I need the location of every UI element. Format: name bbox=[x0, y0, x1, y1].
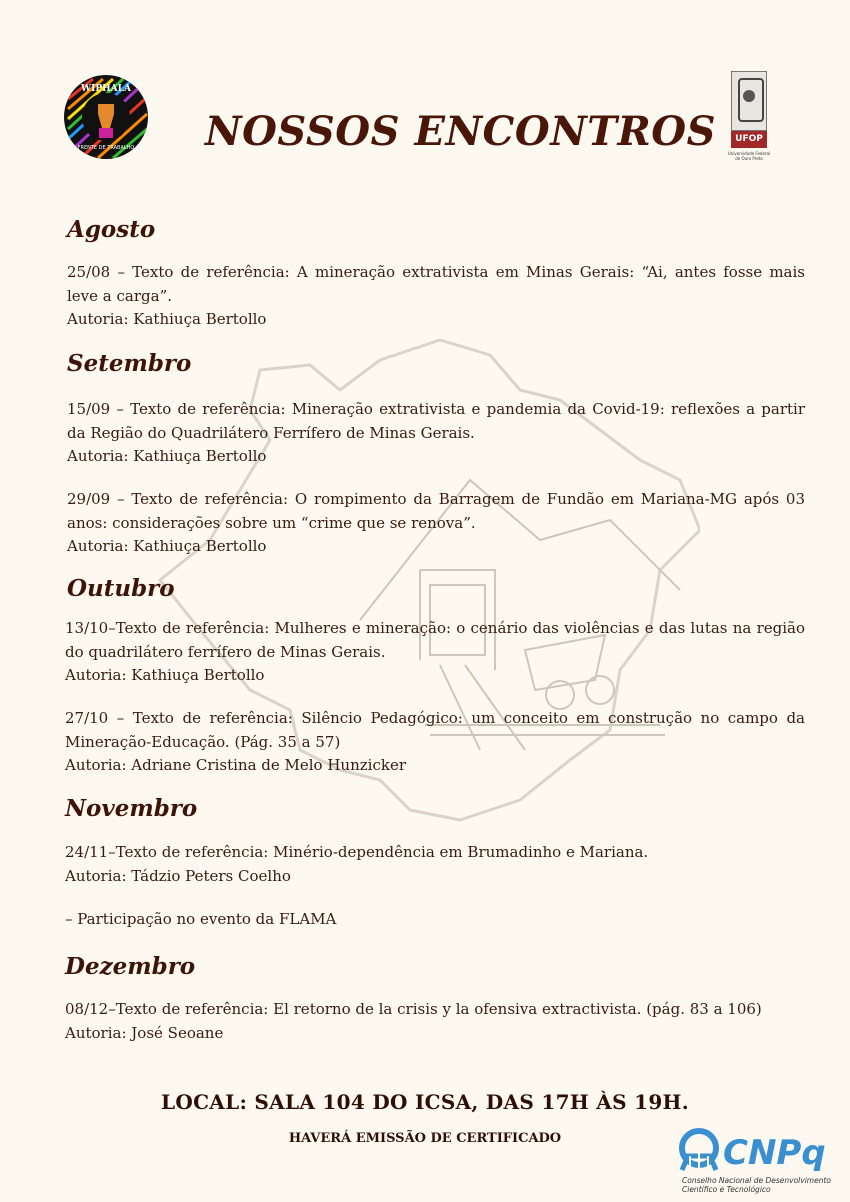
list-item bbox=[67, 261, 805, 332]
ufop-emblem-icon bbox=[731, 71, 767, 131]
list-item bbox=[65, 707, 805, 778]
entry-text: 13/10–Texto de referência: Mulheres e mineração: o cenário das violências e das lutas na região do quadrilátero ferrífero de Minas Gerais. bbox=[65, 619, 805, 661]
entry-author: Autoria: José Seoane bbox=[65, 1023, 224, 1042]
month-heading-novembro: Novembro bbox=[65, 795, 198, 822]
list-item bbox=[67, 398, 805, 469]
page-title: NOSSOS ENCONTROS bbox=[205, 108, 716, 155]
wiphala-logo bbox=[63, 74, 149, 160]
entry-text: 27/10 – Texto de referência: Silêncio Pedagógico: um conceito em construção no campo da Mineração-Educação. (Pág. 35 a 57) bbox=[65, 709, 805, 751]
cnpq-icon bbox=[676, 1128, 722, 1174]
entry-author: Autoria: Kathiuça Bertollo bbox=[67, 310, 267, 328]
cnpq-logo: CNPq bbox=[723, 1133, 826, 1173]
list-item bbox=[65, 841, 805, 888]
list-item bbox=[65, 617, 805, 688]
cnpq-caption: Conselho Nacional de Desenvolvimento Científico e Tecnológico bbox=[682, 1176, 831, 1194]
svg-text:WIPHALA: WIPHALA bbox=[81, 84, 131, 94]
entry-author: Autoria: Tádzio Peters Coelho bbox=[65, 866, 291, 885]
month-heading-outubro: Outubro bbox=[67, 575, 175, 602]
entry-text: 08/12–Texto de referência: El retorno de la crisis y la ofensiva extractivista. (pág. 83 a 106) bbox=[65, 1000, 762, 1018]
location-time: LOCAL: SALA 104 DO ICSA, DAS 17H ÀS 19H. bbox=[160, 1090, 689, 1114]
entry-text: 24/11–Texto de referência: Minério-dependência em Brumadinho e Mariana. bbox=[65, 843, 649, 861]
list-item bbox=[65, 908, 805, 932]
entry-author: Autoria: Kathiuça Bertollo bbox=[67, 537, 267, 555]
ufop-label: UFOP bbox=[731, 131, 767, 148]
ufop-caption: Universidade Federal de Ouro Preto bbox=[727, 151, 771, 161]
entry-text: 25/08 – Texto de referência: A mineração extrativista em Minas Gerais: “Ai, antes fosse mais leve a carga”. bbox=[67, 263, 805, 305]
month-heading-dezembro: Dezembro bbox=[65, 953, 196, 980]
entry-text: – Participação no evento da FLAMA bbox=[65, 910, 337, 928]
list-item bbox=[65, 998, 805, 1045]
entry-text: 29/09 – Texto de referência: O rompimento da Barragem de Fundão em Mariana-MG após 03 anos: considerações sobre um “crime que se renova”. bbox=[67, 490, 805, 532]
month-heading-setembro: Setembro bbox=[67, 350, 192, 377]
list-item bbox=[67, 488, 805, 559]
entry-text: 15/09 – Texto de referência: Mineração extrativista e pandemia da Covid-19: reflexões a partir da Região do Quadrilátero Ferrífero de Minas Gerais. bbox=[67, 400, 805, 442]
entry-author: Autoria: Kathiuça Bertollo bbox=[67, 447, 267, 465]
entry-author: Autoria: Kathiuça Bertollo bbox=[65, 666, 265, 684]
ufop-logo bbox=[727, 71, 771, 161]
certificate-note: HAVERÁ EMISSÃO DE CERTIFICADO bbox=[288, 1131, 562, 1146]
svg-text:FRENTE DE TRABALHO: FRENTE DE TRABALHO bbox=[77, 145, 135, 151]
month-heading-agosto: Agosto bbox=[67, 216, 156, 243]
entry-author: Autoria: Adriane Cristina de Melo Hunzicker bbox=[65, 756, 406, 774]
